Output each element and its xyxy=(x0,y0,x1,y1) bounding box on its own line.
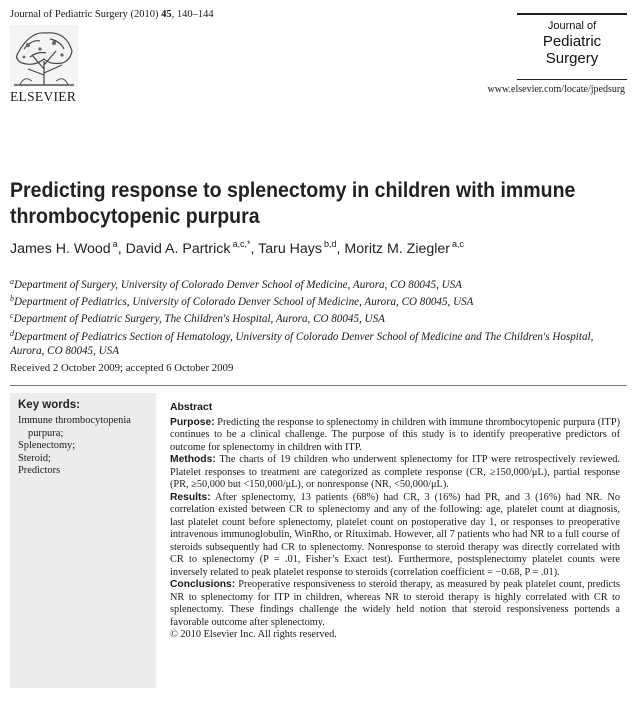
author[interactable]: Moritz M. Ziegler $^{a,c}$ xyxy=(344,239,465,257)
keywords-list xyxy=(18,415,150,478)
keywords-panel xyxy=(10,393,156,688)
keyword: Predictors xyxy=(18,465,61,477)
abstract-heading: Abstract xyxy=(170,402,213,413)
affiliation: $^a$Department of Surgery, University of Colorado Denver School of Medicine, Aurora, CO 80045, USA xyxy=(10,277,462,291)
author[interactable]: James H. Wood $^a$ xyxy=(10,239,118,257)
author[interactable]: Taru Hays $^{b,d}$ xyxy=(258,239,337,257)
abstract-section-results: Results: After splenectomy, 13 patients (68%) had CR, 3 (16%) had PR, and 3 (16%) had NR. No correlation existed between CR to splenectomy and any of the following: age, platelet count at diagnosis, last platelet count before splenectomy, platelet count on postoperative day 1, or responses to preoperative intravenous immunoglobulin, WinRho, or Rituximab. However, all 7 patients who had NR to a full course of steroids subsequently had CR to splenectomy. Nonresponse to steroid therapy was directly correlated with CR to splenectomy (P = .01, Fisher’s Exact test). Furthermore, postsplenectomy platelet counts were inversely related to peak platelet response to steroids (correlation coefficient = −0.68, P = .01). xyxy=(170,491,620,578)
abstract-section-purpose: Purpose: Predicting the response to splenectomy in children with immune thrombocytopenic purpura (ITP) continues to be a clinical challenge. The purpose of this study is to identify preoperative predictors of outcome for splenectomy in children with ITP. xyxy=(170,416,620,453)
keywords-heading: Key words: xyxy=(18,399,80,411)
abstract-section-methods: Methods: The charts of 19 children who underwent splenectomy for ITP were retrospectively reviewed. Platelet responses to treatment are categorized as complete response (CR, ≥150,000/μL), partial response (PR, ≥50,000 but <150,000/μL), or nonresponse (NR, <50,000/μL). xyxy=(170,454,620,490)
keyword: purpura; xyxy=(28,427,64,439)
keyword: Steroid; xyxy=(18,452,51,464)
journal-url[interactable]: www.elsevier.com/locate/jpedsurg xyxy=(487,84,625,95)
abstract-section-conclusions: Conclusions: Preoperative responsiveness to steroid therapy, as measured by peak platelet count, predicts NR to splenectomy for ITP in children, whereas NR to steroid therapy is highly correlated with CR to splenectomy. These findings challenge the widely held notion that steroid responsiveness portends a favorable outcome after splenectomy. xyxy=(170,579,620,628)
article-title: Predicting response to splenectomy in children with immune thrombocytopenic purpura xyxy=(10,179,576,228)
section-divider xyxy=(10,385,627,386)
affiliations xyxy=(10,275,622,358)
affiliation: $^b$Department of Pediatrics, University of Colorado Denver School of Medicine, Aurora, CO 80045, USA xyxy=(10,294,474,309)
journal-title-line3: Surgery xyxy=(545,50,599,67)
journal-citation: Journal of Pediatric Surgery (2010) 45, 140–144 xyxy=(10,9,214,20)
affiliation: $^d$Department of Pediatrics Section of Hematology, University of Colorado Denver School of Medicine and The Children's Hospital, Aurora, CO 80045, USA xyxy=(10,328,594,357)
keyword: Immune thrombocytopenia xyxy=(18,415,131,426)
volume-number: 45 xyxy=(161,9,172,20)
received-dates: Received 2 October 2009; accepted 6 October 2009 xyxy=(10,362,234,374)
affiliation: $^c$Department of Pediatric Surgery, The Children's Hospital, Aurora, CO 80045, USA xyxy=(10,311,385,326)
journal-title-line1: Journal of xyxy=(547,20,597,32)
journal-title-box xyxy=(517,13,627,80)
keyword: Splenectomy; xyxy=(18,440,76,452)
copyright-notice: © 2010 Elsevier Inc. All rights reserved. xyxy=(170,629,337,640)
author-list: James H. Wood $^a$, David A. Partrick $^{a,c,*}$, Taru Hays $^{b,d}$, Moritz M. Ziegler $^{a,c}$ xyxy=(10,239,465,257)
publisher-name: ELSEVIER xyxy=(10,89,77,104)
author[interactable]: David A. Partrick $^{a,c,*}$ xyxy=(125,239,251,257)
abstract xyxy=(170,402,620,642)
journal-title-line2: Pediatric xyxy=(542,33,602,50)
